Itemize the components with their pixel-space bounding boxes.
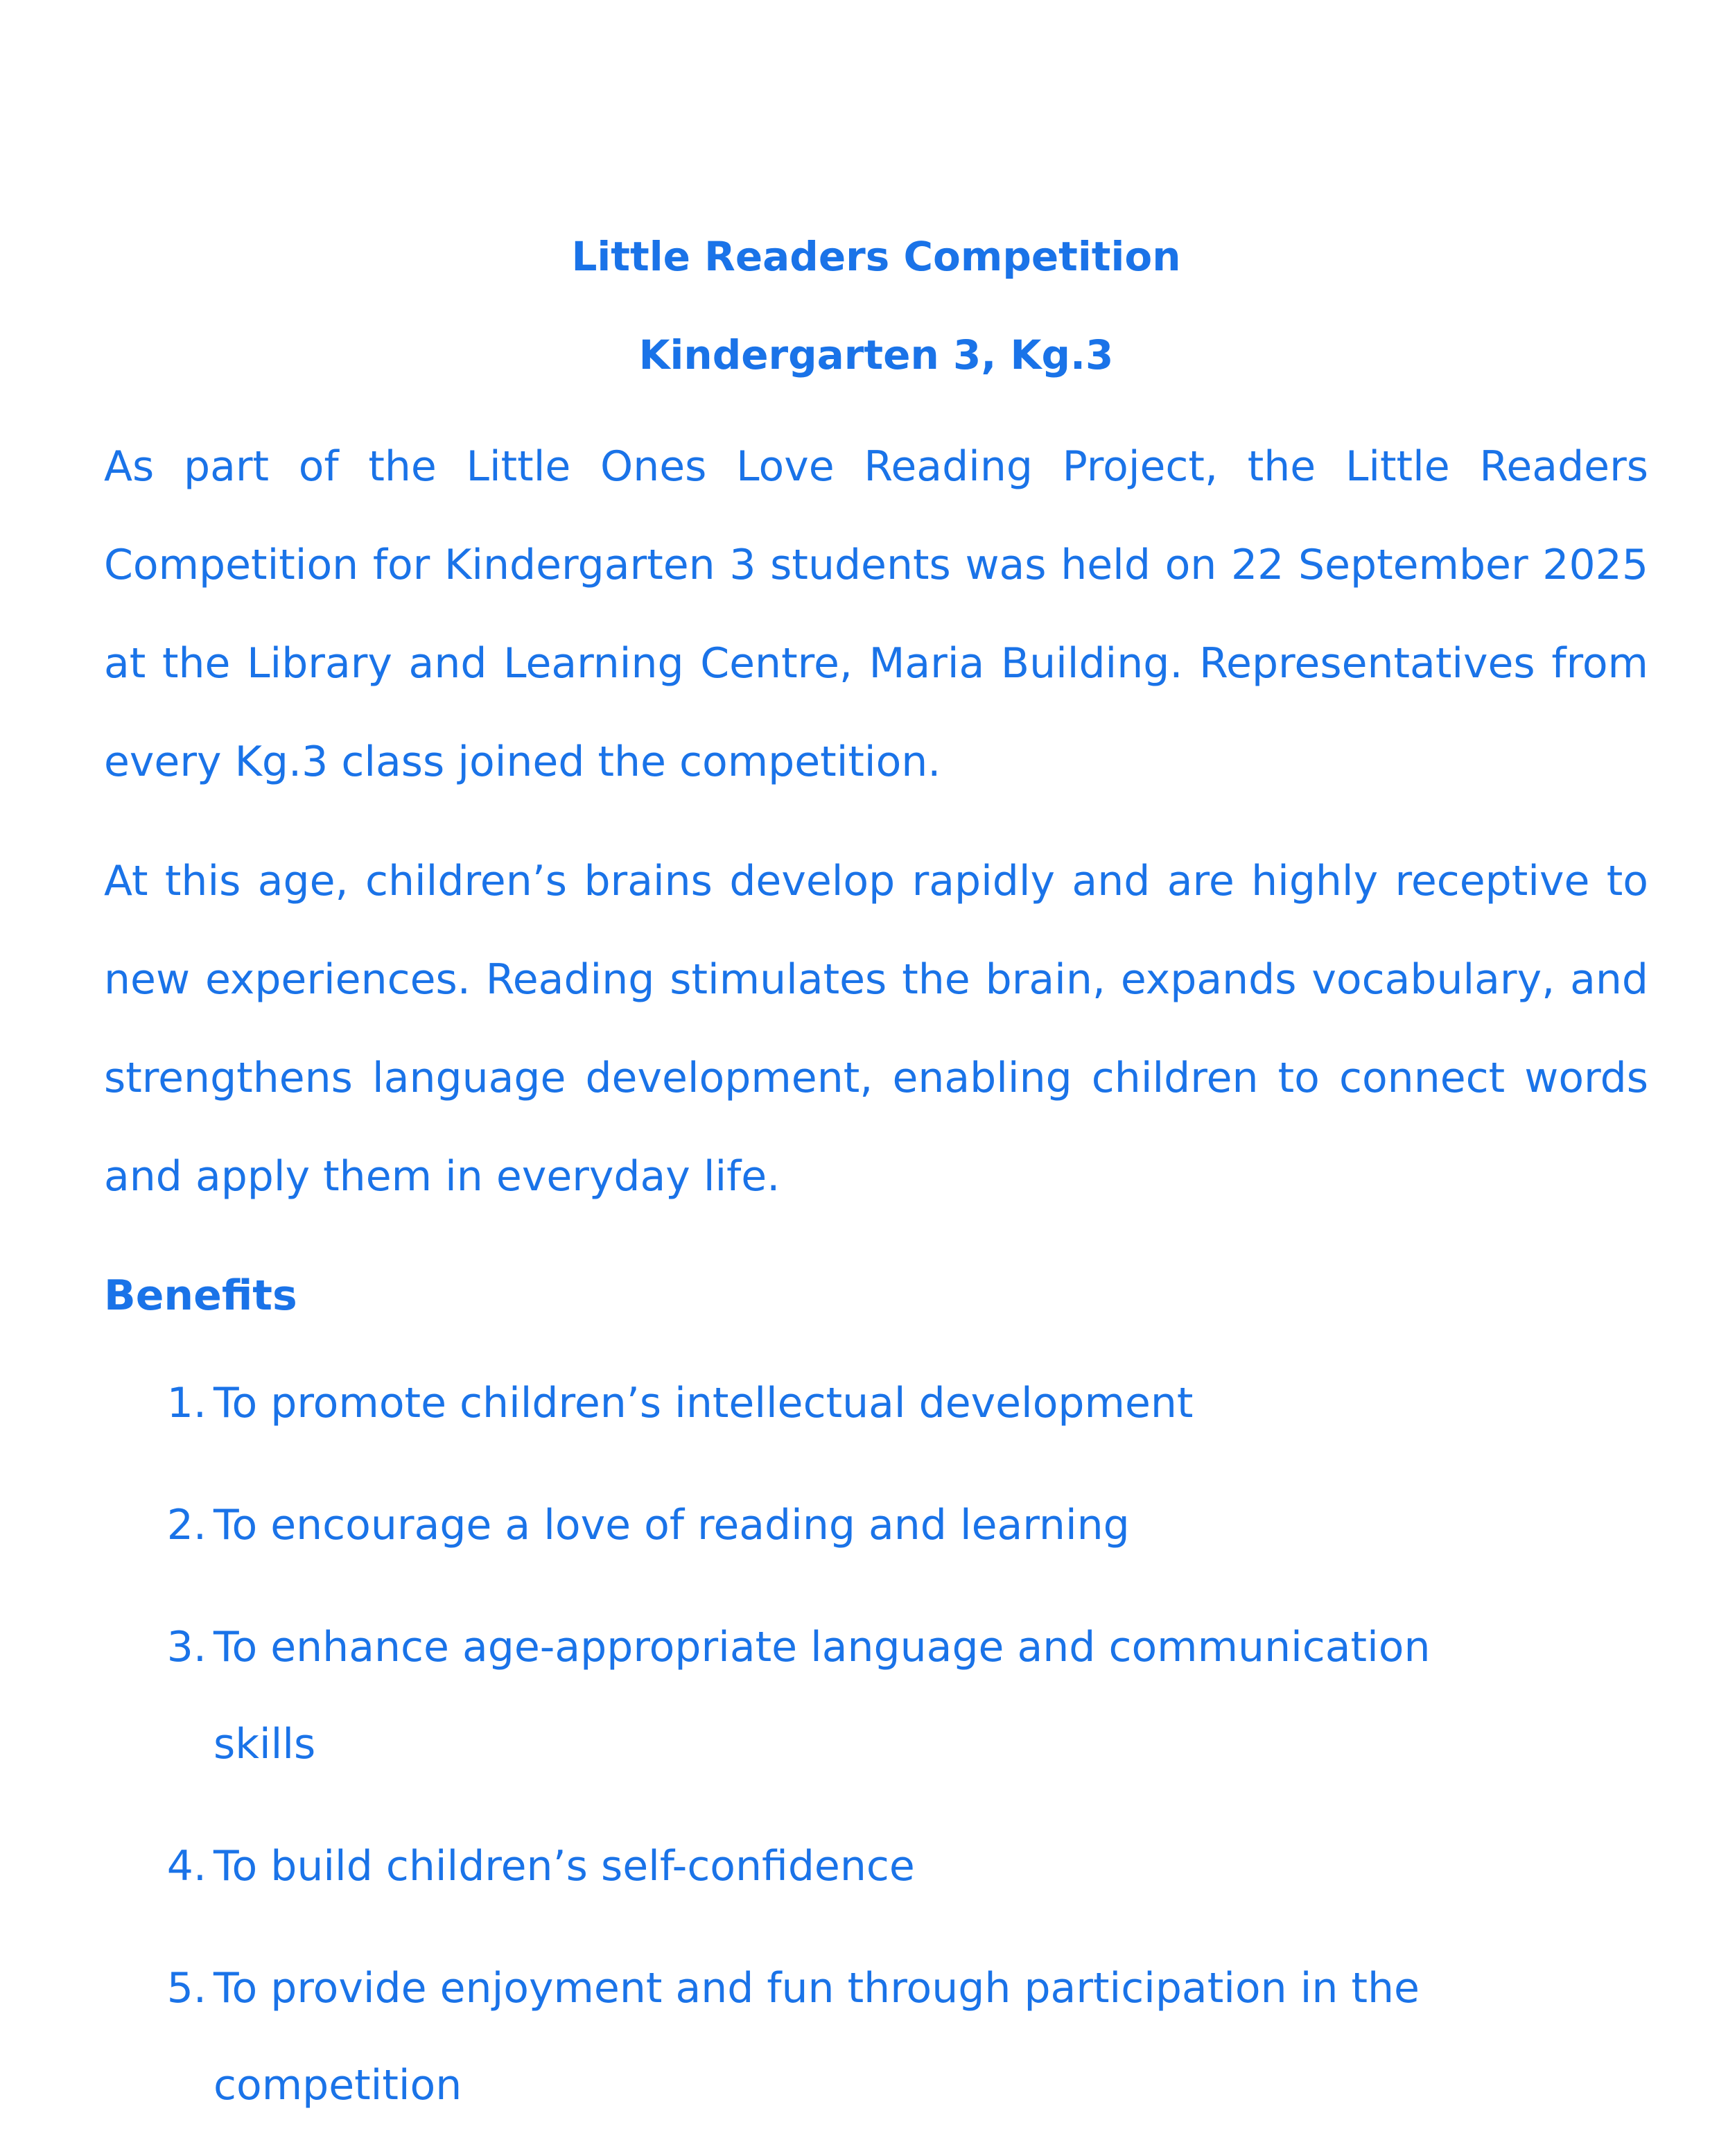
benefit-text: To promote children’s intellectual development	[213, 1379, 1194, 1427]
benefit-text: To encourage a love of reading and learning	[213, 1501, 1130, 1549]
benefit-item	[104, 1940, 1648, 2134]
document-title: Little Readers Competition	[571, 233, 1181, 280]
benefit-number: 1.	[166, 1379, 207, 1427]
document-page	[104, 208, 1648, 2134]
benefit-text: To provide enjoyment and fun through participation in the competition	[213, 1964, 1420, 2110]
benefit-number: 3.	[166, 1623, 207, 1671]
benefits-list	[104, 1355, 1648, 2134]
development-paragraph: At this age, children’s brains develop rapidly and are highly receptive to new experiences. Reading stimulates the brain, expands vocabulary, and strengthens language development, enabling children to connect words and apply them in everyday life.	[104, 857, 1648, 1201]
benefit-text: To build children’s self-confidence	[213, 1842, 915, 1890]
benefit-item	[104, 1477, 1648, 1574]
benefit-item	[104, 1599, 1648, 1793]
benefit-number: 5.	[166, 1964, 207, 2012]
document-subtitle: Kindergarten 3, Kg.3	[638, 331, 1114, 379]
benefit-text: To enhance age-appropriate language and communication skills	[213, 1623, 1431, 1768]
benefit-item	[104, 1818, 1648, 1915]
benefits-heading: Benefits	[104, 1271, 297, 1320]
benefit-number: 2.	[166, 1501, 207, 1549]
intro-paragraph: As part of the Little Ones Love Reading Project, the Little Readers Competition for Kindergarten 3 students was held on 22 September 2025 at the Library and Learning Centre, Maria Building. Representatives from every Kg.3 class joined the competition.	[104, 442, 1648, 786]
benefit-item	[104, 1355, 1648, 1452]
benefit-number: 4.	[166, 1842, 207, 1890]
